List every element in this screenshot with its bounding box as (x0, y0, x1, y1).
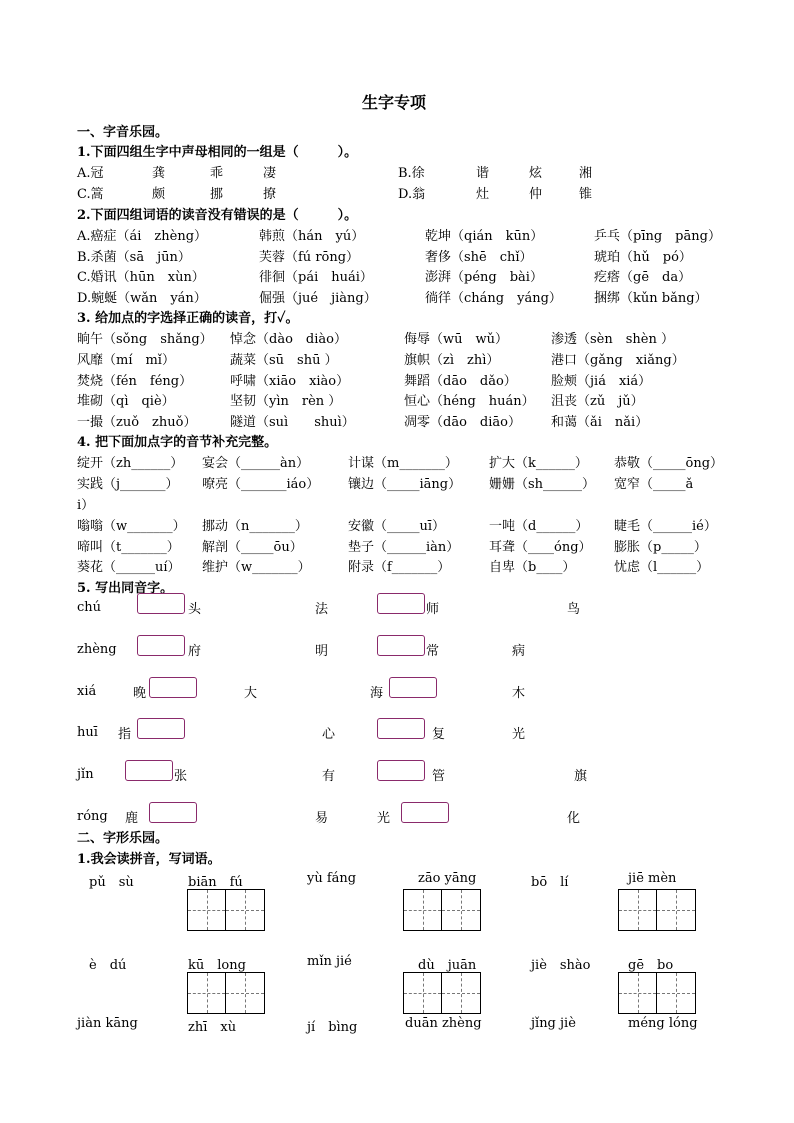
section-1-heading: 一、字音乐园。 (77, 125, 169, 140)
answer-box[interactable] (149, 677, 197, 698)
q3-word-choice: 港口（gǎng xiǎng） (551, 353, 685, 368)
q3-word-choice: 隧道（suì shuì） (230, 415, 355, 430)
homophone-pinyin: xiá (77, 684, 97, 699)
writing-grid[interactable] (403, 889, 481, 931)
writing-cell[interactable] (657, 890, 695, 930)
homophone-word-part: 木 (512, 686, 526, 701)
syllable-fill-item: 解剖（_____ōu） (202, 540, 303, 555)
q3-word-choice: 脸颊（jiá xiá） (551, 374, 652, 389)
syllable-fill-item: 扩大（k______） (489, 456, 588, 471)
homophone-word-part: 府 (188, 644, 202, 659)
q2-option-text: 倔强（jué jiàng） (259, 291, 377, 306)
syllable-fill-item: 葵花（______uí） (77, 560, 181, 575)
syllable-fill-item: 挪动（n_______） (202, 519, 308, 534)
homophone-word-part: 易 (315, 811, 329, 826)
pinyin-prompt: zāo yāng (418, 871, 477, 886)
q3-word-choice: 堆砌（qì qiè） (77, 394, 175, 409)
syllable-fill-item: 垫子（______iàn） (348, 540, 460, 555)
answer-box[interactable] (401, 802, 449, 823)
q3-word-choice: 和蔼（ǎi nǎi） (551, 415, 649, 430)
homophone-word-part: 有 (322, 769, 336, 784)
pinyin-prompt: méng lóng (628, 1016, 698, 1031)
s2-q1-stem: 1.我会读拼音，写词语。 (77, 852, 221, 867)
q2-option-text: 乒乓（pīng pāng） (594, 229, 721, 244)
answer-box[interactable] (389, 677, 437, 698)
q2-option-text: 徘徊（pái huái） (259, 270, 373, 285)
q3-word-choice: 呼啸（xiāo xiào） (230, 374, 350, 389)
pinyin-prompt: zhī xù (188, 1020, 237, 1035)
pinyin-prompt: dù juān (418, 958, 477, 973)
homophone-pinyin: jǐn (77, 767, 94, 782)
homophone-word-part: 光 (377, 811, 391, 826)
q5-stem: 5. 写出同音字。 (77, 581, 174, 596)
pinyin-prompt: jǐng jiè (531, 1016, 576, 1031)
pinyin-prompt: è dú (89, 958, 127, 973)
q3-word-choice: 晌午（sǒng shǎng） (77, 332, 213, 347)
answer-box[interactable] (125, 760, 173, 781)
writing-cell[interactable] (188, 890, 226, 930)
q2-option-text: 捆绑（kǔn bǎng） (594, 291, 708, 306)
q2-option-text: B.杀菌（sā jūn） (77, 250, 191, 265)
answer-box[interactable] (137, 635, 185, 656)
q3-word-choice: 悼念（dào diào） (230, 332, 347, 347)
syllable-fill-item: 嗡嗡（w_______） (77, 519, 186, 534)
homophone-word-part: 管 (432, 769, 446, 784)
pinyin-prompt: yù fáng (307, 871, 357, 886)
syllable-fill-item: 嘹亮（_______iáo） (202, 477, 320, 492)
q2-option-text: 芙蓉（fú rōng） (259, 250, 360, 265)
q2-option-text: 乾坤（qián kūn） (425, 229, 544, 244)
syllable-fill-item: 宴会（______àn） (202, 456, 310, 471)
pinyin-prompt: jiàn kāng (77, 1016, 138, 1031)
homophone-word-part: 复 (432, 727, 446, 742)
homophone-word-part: 鸟 (567, 602, 581, 617)
q3-word-choice: 侮辱（wū wǔ） (404, 332, 509, 347)
syllable-fill-item: 计谋（m_______） (348, 456, 458, 471)
answer-box[interactable] (377, 635, 425, 656)
writing-cell[interactable] (188, 973, 226, 1013)
q3-word-choice: 蔬菜（sū shū ） (230, 353, 338, 368)
homophone-word-part: 大 (244, 686, 258, 701)
syllable-fill-item: 镶边（_____iāng） (348, 477, 462, 492)
homophone-word-part: 海 (370, 686, 384, 701)
q2-option-text: 徜徉（cháng yáng） (425, 291, 562, 306)
syllable-fill-item: 宽窄（_____ǎ (614, 477, 694, 492)
answer-box[interactable] (137, 593, 185, 614)
homophone-word-part: 法 (315, 602, 329, 617)
homophone-word-part: 病 (512, 644, 526, 659)
homophone-word-part: 师 (426, 602, 440, 617)
answer-box[interactable] (377, 593, 425, 614)
syllable-fill-item: 睫毛（______ié） (614, 519, 717, 534)
homophone-word-part: 化 (567, 811, 581, 826)
q3-word-choice: 沮丧（zǔ jǔ） (551, 394, 644, 409)
q3-stem: 3. 给加点的字选择正确的读音，打✓。 (77, 311, 299, 326)
homophone-word-part: 晚 (133, 686, 147, 701)
q2-option-text: 疙瘩（gē da） (594, 270, 692, 285)
syllable-fill-item: 维护（w_______） (202, 560, 311, 575)
pinyin-prompt: mǐn jié (307, 954, 352, 969)
syllable-fill-item: 自卑（b____） (489, 560, 576, 575)
q3-word-choice: 渗透（sèn shèn ） (551, 332, 674, 347)
homophone-word-part: 张 (174, 769, 188, 784)
pinyin-prompt: bō lí (531, 875, 569, 890)
writing-grid[interactable] (187, 889, 265, 931)
homophone-word-part: 鹿 (125, 811, 139, 826)
syllable-fill-item: 膨胀（p_____） (614, 540, 707, 555)
homophone-word-part: 常 (426, 644, 440, 659)
q3-word-choice: 焚烧（fén féng） (77, 374, 193, 389)
homophone-pinyin: zhèng (77, 642, 117, 657)
q3-word-choice: 舞蹈（dāo dǎo） (404, 374, 517, 389)
syllable-fill-item: 安徽（_____uī） (348, 519, 446, 534)
writing-cell[interactable] (442, 890, 480, 930)
writing-cell[interactable] (404, 973, 442, 1013)
q2-stem: 2.下面四组词语的读音没有错误的是（ ）。 (77, 208, 358, 223)
q2-option-text: 澎湃（péng bài） (425, 270, 543, 285)
writing-cell[interactable] (619, 973, 657, 1013)
syllable-fill-item: 一吨（d______） (489, 519, 589, 534)
writing-cell[interactable] (404, 890, 442, 930)
homophone-word-part: 旗 (574, 769, 588, 784)
homophone-pinyin: chú (77, 600, 102, 615)
writing-grid[interactable] (618, 972, 696, 1014)
syllable-fill-item: 啼叫（t_______） (77, 540, 180, 555)
pinyin-prompt: pǔ sù (89, 875, 134, 890)
syllable-fill-item: 耳聋（____óng） (489, 540, 592, 555)
writing-grid[interactable] (403, 972, 481, 1014)
homophone-word-part: 光 (512, 727, 526, 742)
writing-cell[interactable] (226, 973, 264, 1013)
q2-option-text: 韩煎（hán yú） (259, 229, 365, 244)
section-2-heading: 二、字形乐园。 (77, 831, 169, 846)
q3-word-choice: 凋零（dāo diāo） (404, 415, 521, 430)
pinyin-prompt: gē bo (628, 958, 674, 973)
pinyin-prompt: jí bìng (307, 1020, 358, 1035)
answer-box[interactable] (137, 718, 185, 739)
q2-option-text: C.婚讯（hūn xùn） (77, 270, 205, 285)
syllable-fill-item: 忧虑（l______） (614, 560, 710, 575)
syllable-fill-item: 绽开（zh______） (77, 456, 184, 471)
worksheet-page: 生字专项 一、字音乐园。 1.下面四组生字中声母相同的一组是（ ）。 A.冠 龚 乖 凄 B.徐 谐 炫 湘 C.篙 颇 挪 撩 D.翁 灶 仲 锥 2.下面四组词语的读音没有错误的是（ ）。 A.癌症（ái zhèng） 韩煎（hán yú） 乾坤（qián kūn） 乒乓（pīng pāng） B.杀菌（sā jūn） 芙蓉（fú rōng） 奢侈（shē chǐ） 琥珀（hǔ pó） C.婚讯（hūn xùn） 徘徊（pái huái） 澎湃（péng bài） 疙瘩（gē da） D.蜿蜒（wǎn yán） 倔强（jué jiàng） 徜徉（cháng yáng） 捆绑（kǔn bǎng） 3. 给加点的字选择正确的读音，打✓。 晌午（sǒng shǎng） 悼念（dào diào） 侮辱（wū wǔ） 渗透（sèn shèn ） 风靡（mí mǐ） 蔬菜（sū shū ） 旗帜（zì zhì） 港口（gǎng xiǎng） 焚烧（fén féng） 呼啸（xiāo xiào） 舞蹈（dāo dǎo） 脸颊（jiá xiá） 堆砌（qì qiè） 坚韧（yìn rèn ） 恒心（héng huán） 沮丧（zǔ jǔ） 一撮（zuǒ zhuǒ） 隧道（suì shuì） 凋零（dāo diāo） 和蔼（ǎi nǎi） 4. 把下面加点字的音节补充完整。 绽开（zh______） 宴会（______àn） 计谋（m_______） 扩大（k______） 恭敬（_____ōng） 实践（j_______） 嘹亮（_______iáo） 镶边（_____iāng） 姗姗（sh______） 宽窄（_____ǎ 嗡嗡（w_______） 挪动（n_______） 安徽（_____uī） 一吨（d______） 睫毛（______ié） 啼叫（t_______） 解剖（_____ōu） 垫子（______iàn） 耳聋（____óng） 膨胀（p_____） 葵花（______uí） 维护（w_______） 附录（f_______） 自卑（b____） 忧虑（l______） i） 5. 写出同音字。 chú 头 法 师 鸟 zhèng 府 明 常 病 xiá 晚 大 海 木 huī 指 心 复 光 jǐn 张 有 管 旗 róng 鹿 易 光 化 二、字形乐园。 1.我会读拼音，写词语。 pǔ sù biān fú yù fáng zāo yāng bō lí jiē mèn è dú kū long mǐn jié dù juān jiè shào gē bo jiàn kāng zhī xù jí bìng duān zhèng jǐng jiè méng lóng (0, 0, 794, 1123)
pinyin-prompt: biān fú (188, 875, 243, 890)
q3-word-choice: 恒心（héng huán） (404, 394, 535, 409)
writing-cell[interactable] (442, 973, 480, 1013)
writing-grid[interactable] (618, 889, 696, 931)
syllable-fill-item: 附录（f_______） (348, 560, 451, 575)
homophone-pinyin: róng (77, 809, 108, 824)
q2-option-text: 奢侈（shē chǐ） (425, 250, 533, 265)
q4-wrap-text: i） (77, 498, 95, 513)
syllable-fill-item: 姗姗（sh______） (489, 477, 596, 492)
answer-box[interactable] (149, 802, 197, 823)
writing-grid[interactable] (187, 972, 265, 1014)
pinyin-prompt: kū long (188, 958, 246, 973)
writing-cell[interactable] (226, 890, 264, 930)
q3-word-choice: 旗帜（zì zhì） (404, 353, 500, 368)
q3-word-choice: 风靡（mí mǐ） (77, 353, 175, 368)
q2-option-text: A.癌症（ái zhèng） (77, 229, 208, 244)
homophone-word-part: 头 (188, 602, 202, 617)
pinyin-prompt: jiè shào (531, 958, 591, 973)
writing-cell[interactable] (619, 890, 657, 930)
writing-cell[interactable] (657, 973, 695, 1013)
homophone-word-part: 心 (322, 727, 336, 742)
q2-option-text: 琥珀（hǔ pó） (594, 250, 692, 265)
q3-word-choice: 一撮（zuǒ zhuǒ） (77, 415, 197, 430)
pinyin-prompt: jiē mèn (628, 871, 677, 886)
page-title: 生字专项 (362, 93, 427, 112)
q3-word-choice: 坚韧（yìn rèn ） (230, 394, 342, 409)
q2-option-text: D.蜿蜒（wǎn yán） (77, 291, 207, 306)
q1-stem: 1.下面四组生字中声母相同的一组是（ ）。 (77, 145, 358, 160)
homophone-pinyin: huī (77, 725, 98, 740)
syllable-fill-item: 实践（j_______） (77, 477, 179, 492)
pinyin-prompt: duān zhèng (405, 1016, 482, 1031)
syllable-fill-item: 恭敬（_____ōng） (614, 456, 724, 471)
homophone-word-part: 明 (315, 644, 329, 659)
homophone-word-part: 指 (118, 727, 132, 742)
q4-stem: 4. 把下面加点字的音节补充完整。 (77, 435, 278, 450)
answer-box[interactable] (377, 718, 425, 739)
answer-box[interactable] (377, 760, 425, 781)
